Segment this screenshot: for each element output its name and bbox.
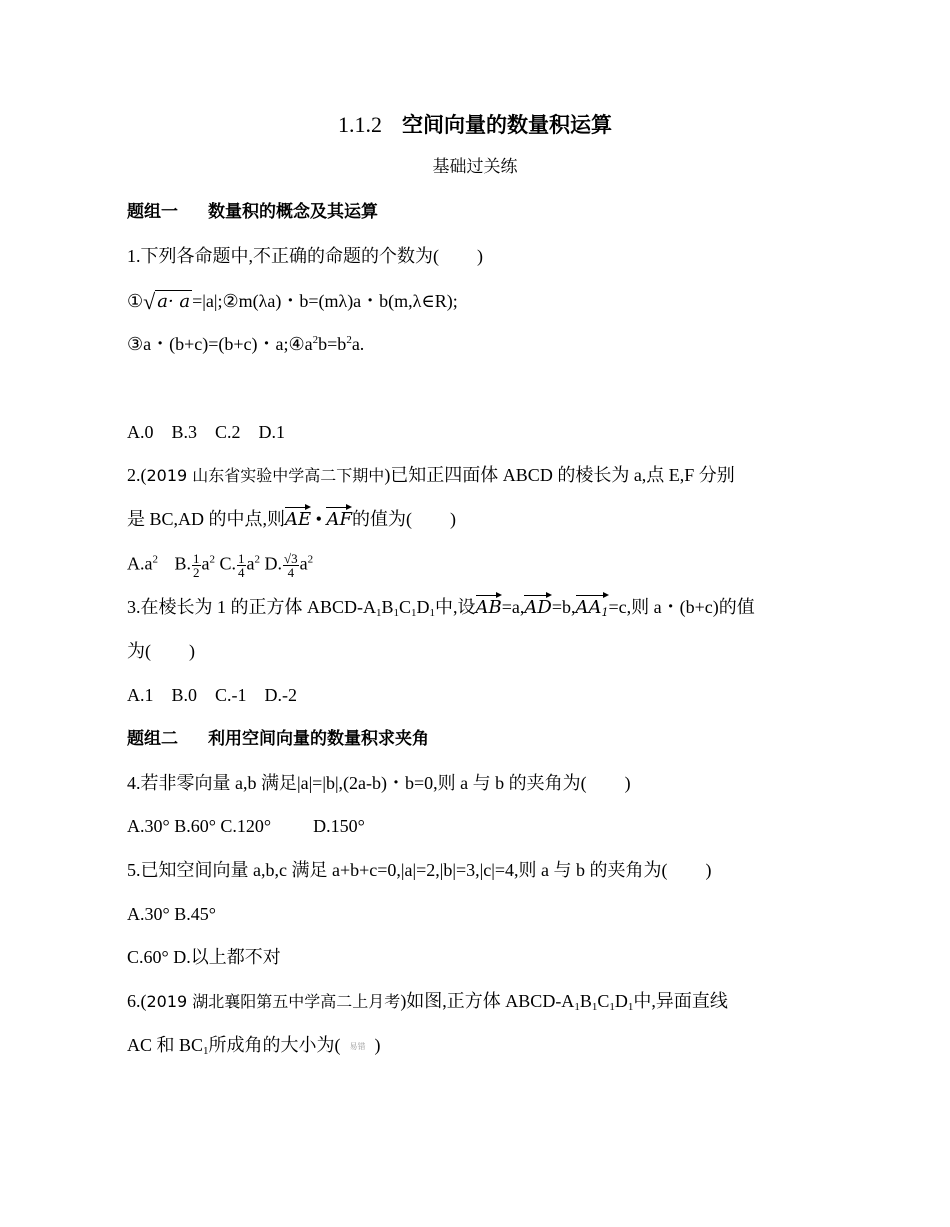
numerator: 1 xyxy=(193,551,200,566)
question-text: =b, xyxy=(551,597,576,617)
question-1-stem xyxy=(127,245,483,267)
vector-label: AA xyxy=(575,597,602,618)
fraction xyxy=(283,552,299,579)
group-name: 利用空间向量的数量积求夹角 xyxy=(208,729,429,749)
paren-close: ) xyxy=(189,641,195,661)
subscript: 1 xyxy=(627,1001,634,1013)
vector-ab: AB xyxy=(475,597,502,618)
question-text: )如图,正方体 ABCD-A xyxy=(400,991,575,1011)
subscript: 1 xyxy=(393,607,400,619)
fraction xyxy=(192,552,201,579)
question-text: 6.( xyxy=(127,991,147,1011)
question-1-statement-line-1 xyxy=(127,290,458,313)
question-4-stem xyxy=(127,772,631,794)
question-5-options-2: C.60° D.以上都不对 xyxy=(127,947,281,967)
statement-text: =|a|;②m(λa)・b=(mλ)a・b(m,λ∈R); xyxy=(192,291,458,311)
question-text: 所成角的大小为( xyxy=(208,1035,341,1055)
question-3-options: A.1 B.0 C.-1 D.-2 xyxy=(127,685,297,705)
question-text: 5.已知空间向量 a,b,c 满足 a+b+c=0,|a|=2,|b|=3,|c|=4,则 a 与 b 的夹角为( xyxy=(127,860,668,880)
subscript: 1 xyxy=(376,607,382,619)
variable: a xyxy=(299,553,308,574)
sqrt-radicand: a· a xyxy=(157,291,191,312)
subscript: 1 xyxy=(574,1001,580,1013)
question-5-stem xyxy=(127,859,711,881)
question-3-line-2 xyxy=(127,640,195,662)
vector-aa1 xyxy=(576,597,609,619)
question-6-stem xyxy=(127,990,728,1013)
vertex-label: D xyxy=(614,991,628,1011)
fraction xyxy=(237,552,246,579)
superscript: 2 xyxy=(209,553,216,566)
sqrt-expression: √ a· a xyxy=(143,289,191,314)
numerator: √3 xyxy=(284,551,298,566)
question-4-options xyxy=(127,815,365,837)
options-text: A.30° B.60° C.120° xyxy=(127,816,272,836)
question-text: 4.若非零向量 a,b 满足|a|=|b|,(2a-b)・b=0,则 a 与 b 的夹角为( xyxy=(127,773,587,793)
question-text: 中,设 xyxy=(435,597,476,617)
question-text: 1.下列各命题中,不正确的命题的个数为( xyxy=(127,246,439,266)
option-c: C. xyxy=(219,553,237,574)
option-a: A.a xyxy=(127,553,153,574)
vertex-label: D xyxy=(416,597,430,617)
subscript: 1 xyxy=(429,607,436,619)
paren-close: ) xyxy=(705,860,712,880)
subscript: 1 xyxy=(203,1045,209,1057)
vector-af: AF xyxy=(326,509,352,530)
question-text: =a, xyxy=(501,597,525,617)
paren-close: ) xyxy=(477,246,483,266)
subscript: 1 xyxy=(411,607,417,619)
vector-ae: AE xyxy=(285,509,312,530)
option-b: B. xyxy=(174,553,192,574)
dot-operator: • xyxy=(311,509,327,529)
question-2-stem xyxy=(127,464,735,487)
statement-text: ① xyxy=(127,291,144,311)
group-heading-2 xyxy=(127,728,429,750)
group-name: 数量积的概念及其运算 xyxy=(208,202,378,222)
vertex-label: C xyxy=(399,597,412,617)
statement-text: a. xyxy=(351,334,365,354)
option-d: D. xyxy=(264,553,283,574)
question-text: 是 BC,AD 的中点,则 xyxy=(127,509,286,529)
denominator: 4 xyxy=(287,565,295,580)
superscript: 2 xyxy=(346,334,352,346)
variable: a xyxy=(246,553,255,574)
question-1-options: A.0 B.3 C.2 D.1 xyxy=(127,422,286,442)
vector-ad: AD xyxy=(524,597,552,618)
group-heading-1 xyxy=(127,201,378,223)
question-2-options xyxy=(127,552,313,579)
superscript: 2 xyxy=(312,334,319,346)
statement-text: b=b xyxy=(318,334,347,354)
superscript: 2 xyxy=(307,553,314,566)
section-number: 1.1.2 xyxy=(338,112,382,137)
denominator: 2 xyxy=(193,565,200,580)
question-2-line-2 xyxy=(127,508,456,531)
subscript: 1 xyxy=(601,606,609,619)
question-text: AC 和 BC xyxy=(127,1035,204,1055)
question-source: 2019 湖北襄阳第五中学高二上月考 xyxy=(146,992,401,1011)
superscript: 2 xyxy=(254,553,261,566)
statement-text: ③a・(b+c)=(b+c)・a;④a xyxy=(127,334,313,354)
page-title xyxy=(0,112,950,138)
vertex-label: B xyxy=(579,991,592,1011)
group-label: 题组二 xyxy=(127,729,178,749)
question-text: =c,则 a・(b+c)的值 xyxy=(608,597,755,617)
vertex-label: C xyxy=(597,991,610,1011)
paren-close: ) xyxy=(624,773,631,793)
vertex-label: B xyxy=(381,597,394,617)
question-text: 2.( xyxy=(127,465,147,485)
numerator: 1 xyxy=(238,551,245,566)
paren-close: ) xyxy=(374,1035,381,1055)
page-subtitle: 基础过关练 xyxy=(432,157,518,177)
question-text: 3.在棱长为 1 的正方体 ABCD-A xyxy=(127,597,377,617)
question-text: )已知正四面体 ABCD 的棱长为 a,点 E,F 分别 xyxy=(384,465,735,485)
question-text: 中,异面直线 xyxy=(633,991,728,1011)
error-prone-tag: 易错 xyxy=(349,1042,366,1051)
denominator: 4 xyxy=(238,565,245,580)
question-text: 为( xyxy=(127,641,151,661)
paren-close: ) xyxy=(449,509,456,529)
group-label: 题组一 xyxy=(127,202,178,222)
superscript: 2 xyxy=(152,553,158,566)
question-source: 2019 山东省实验中学高二下期中 xyxy=(146,466,385,485)
question-6-line-2 xyxy=(127,1034,381,1058)
variable: a xyxy=(201,553,210,574)
question-5-options-1: A.30° B.45° xyxy=(127,904,216,924)
question-1-statement-line-2 xyxy=(127,333,364,355)
subscript: 1 xyxy=(609,1001,615,1013)
question-3-stem xyxy=(127,596,755,619)
subscript: 1 xyxy=(591,1001,598,1013)
question-text: 的值为( xyxy=(351,509,412,529)
options-text: D.150° xyxy=(313,816,365,836)
section-title: 空间向量的数量积运算 xyxy=(402,113,612,137)
